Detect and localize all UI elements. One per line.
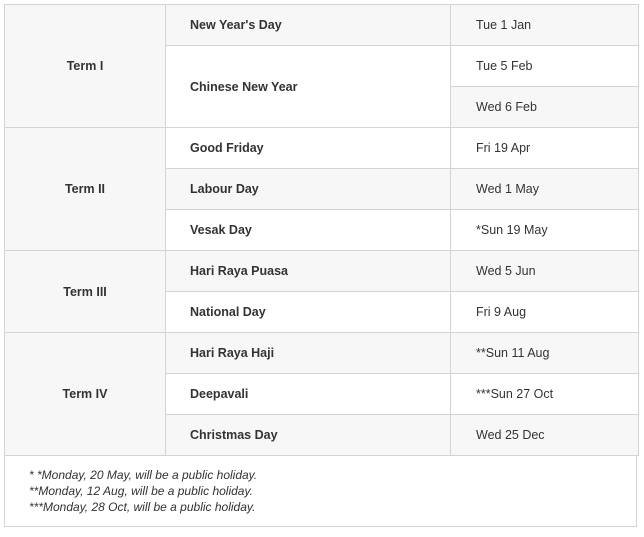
footnote: * *Monday, 20 May, will be a public holiday.: [29, 468, 258, 482]
footnote: ***Monday, 28 Oct, will be a public holiday.: [29, 500, 256, 514]
holiday-date: Fri 19 Apr: [451, 128, 639, 169]
term-label: Term IV: [5, 333, 166, 456]
holiday-date: **Sun 11 Aug: [451, 333, 639, 374]
holiday-table: [4, 4, 639, 456]
table-row: [5, 5, 639, 46]
holiday-date: *Sun 19 May: [451, 210, 639, 251]
table-row: [5, 333, 639, 374]
holiday-name: Deepavali: [166, 374, 451, 415]
holiday-name: New Year's Day: [166, 5, 451, 46]
holiday-name: Labour Day: [166, 169, 451, 210]
holiday-name: Chinese New Year: [166, 46, 451, 128]
footnotes: [4, 456, 637, 527]
holiday-date: Wed 5 Jun: [451, 251, 639, 292]
holiday-name: Hari Raya Haji: [166, 333, 451, 374]
term-label: Term II: [5, 128, 166, 251]
holiday-date: Tue 1 Jan: [451, 5, 639, 46]
holiday-name: Good Friday: [166, 128, 451, 169]
holiday-date: Fri 9 Aug: [451, 292, 639, 333]
holiday-date: Wed 1 May: [451, 169, 639, 210]
holiday-name: Vesak Day: [166, 210, 451, 251]
footnote: **Monday, 12 Aug, will be a public holiday.: [29, 484, 253, 498]
term-label: Term I: [5, 5, 166, 128]
holiday-schedule: [4, 4, 639, 527]
holiday-name: Christmas Day: [166, 415, 451, 456]
holiday-date: Tue 5 Feb: [451, 46, 639, 87]
term-label: Term III: [5, 251, 166, 333]
holiday-name: Hari Raya Puasa: [166, 251, 451, 292]
holiday-name: National Day: [166, 292, 451, 333]
holiday-date: Wed 6 Feb: [451, 87, 639, 128]
table-row: [5, 251, 639, 292]
holiday-date: Wed 25 Dec: [451, 415, 639, 456]
table-row: [5, 128, 639, 169]
holiday-date: ***Sun 27 Oct: [451, 374, 639, 415]
